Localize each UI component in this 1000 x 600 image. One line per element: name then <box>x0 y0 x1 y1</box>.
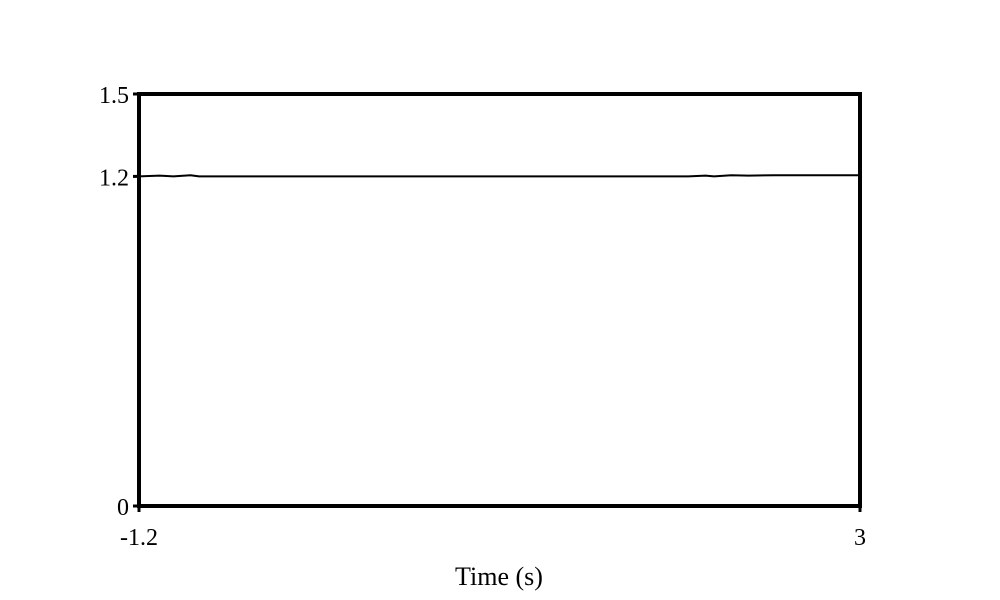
y-tick-label: 1.2 <box>99 165 129 192</box>
series-layer <box>139 175 860 176</box>
y-tick-label: 0 <box>117 495 129 521</box>
series-line <box>139 175 860 176</box>
ticks-layer <box>99 83 866 551</box>
x-axis-label: Time (s) <box>455 562 543 591</box>
x-tick-label: -1.2 <box>120 525 158 551</box>
y-tick-label: 1.5 <box>99 83 129 109</box>
plot-frame <box>139 94 860 506</box>
x-tick-label: 3 <box>854 525 866 551</box>
